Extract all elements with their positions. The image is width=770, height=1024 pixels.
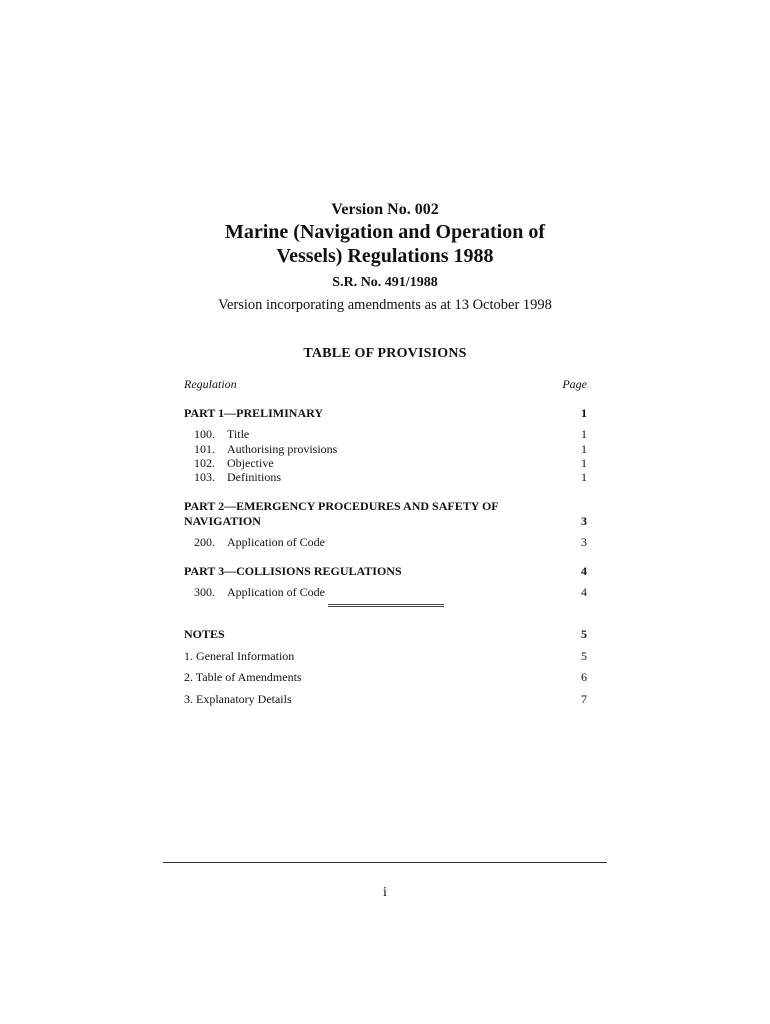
- footer-rule: [163, 862, 607, 863]
- version-number: Version No. 002: [331, 201, 439, 218]
- note-item: 1. General Information: [184, 649, 295, 663]
- part-3-title: PART 3—COLLISIONS REGULATIONS: [184, 564, 402, 578]
- sr-number: S.R. No. 491/1988: [332, 275, 438, 290]
- note-item: 3. Explanatory Details: [184, 692, 292, 706]
- reg-title: Authorising provisions: [227, 442, 338, 456]
- reg-number: 100.: [194, 427, 215, 441]
- incorporation-note: Version incorporating amendments as at 13 October 1998: [218, 297, 552, 313]
- reg-title: Application of Code: [227, 535, 325, 549]
- reg-number: 200.: [194, 535, 215, 549]
- reg-page: 1: [581, 456, 587, 470]
- note-page: 6: [581, 670, 587, 684]
- reg-title: Title: [227, 427, 250, 441]
- part-1-page: 1: [581, 406, 587, 420]
- page-number: i: [383, 885, 387, 900]
- col-page-label: Page: [562, 377, 587, 391]
- document-title: [0, 220, 770, 268]
- reg-title: Application of Code: [227, 585, 325, 599]
- note-page: 7: [581, 692, 587, 706]
- notes-page: 5: [581, 627, 587, 641]
- part-2-title: PART 2—EMERGENCY PROCEDURES AND SAFETY OF NAVIGATION: [184, 499, 499, 528]
- note-page: 5: [581, 649, 587, 663]
- reg-number: 101.: [194, 442, 215, 456]
- reg-number: 300.: [194, 585, 215, 599]
- reg-page: 1: [581, 470, 587, 484]
- reg-title: Definitions: [227, 470, 281, 484]
- note-item: 2. Table of Amendments: [184, 670, 302, 684]
- notes-title: NOTES: [184, 627, 225, 641]
- reg-title: Objective: [227, 456, 274, 470]
- title-line-1: Marine (Navigation and Operation of: [225, 221, 545, 243]
- col-regulation-label: Regulation: [184, 377, 237, 391]
- reg-page: 1: [581, 442, 587, 456]
- toc-heading: TABLE OF PROVISIONS: [303, 346, 467, 361]
- title-line-2: Vessels) Regulations 1988: [276, 245, 494, 267]
- part-1-title: PART 1—PRELIMINARY: [184, 406, 324, 420]
- reg-page: 3: [581, 535, 587, 549]
- reg-number: 102.: [194, 456, 215, 470]
- reg-page: 1: [581, 427, 587, 441]
- end-of-provisions-rule: [328, 604, 444, 607]
- reg-number: 103.: [194, 470, 215, 484]
- reg-page: 4: [581, 585, 587, 599]
- part-2-page: 3: [581, 514, 587, 528]
- part-3-page: 4: [581, 564, 587, 578]
